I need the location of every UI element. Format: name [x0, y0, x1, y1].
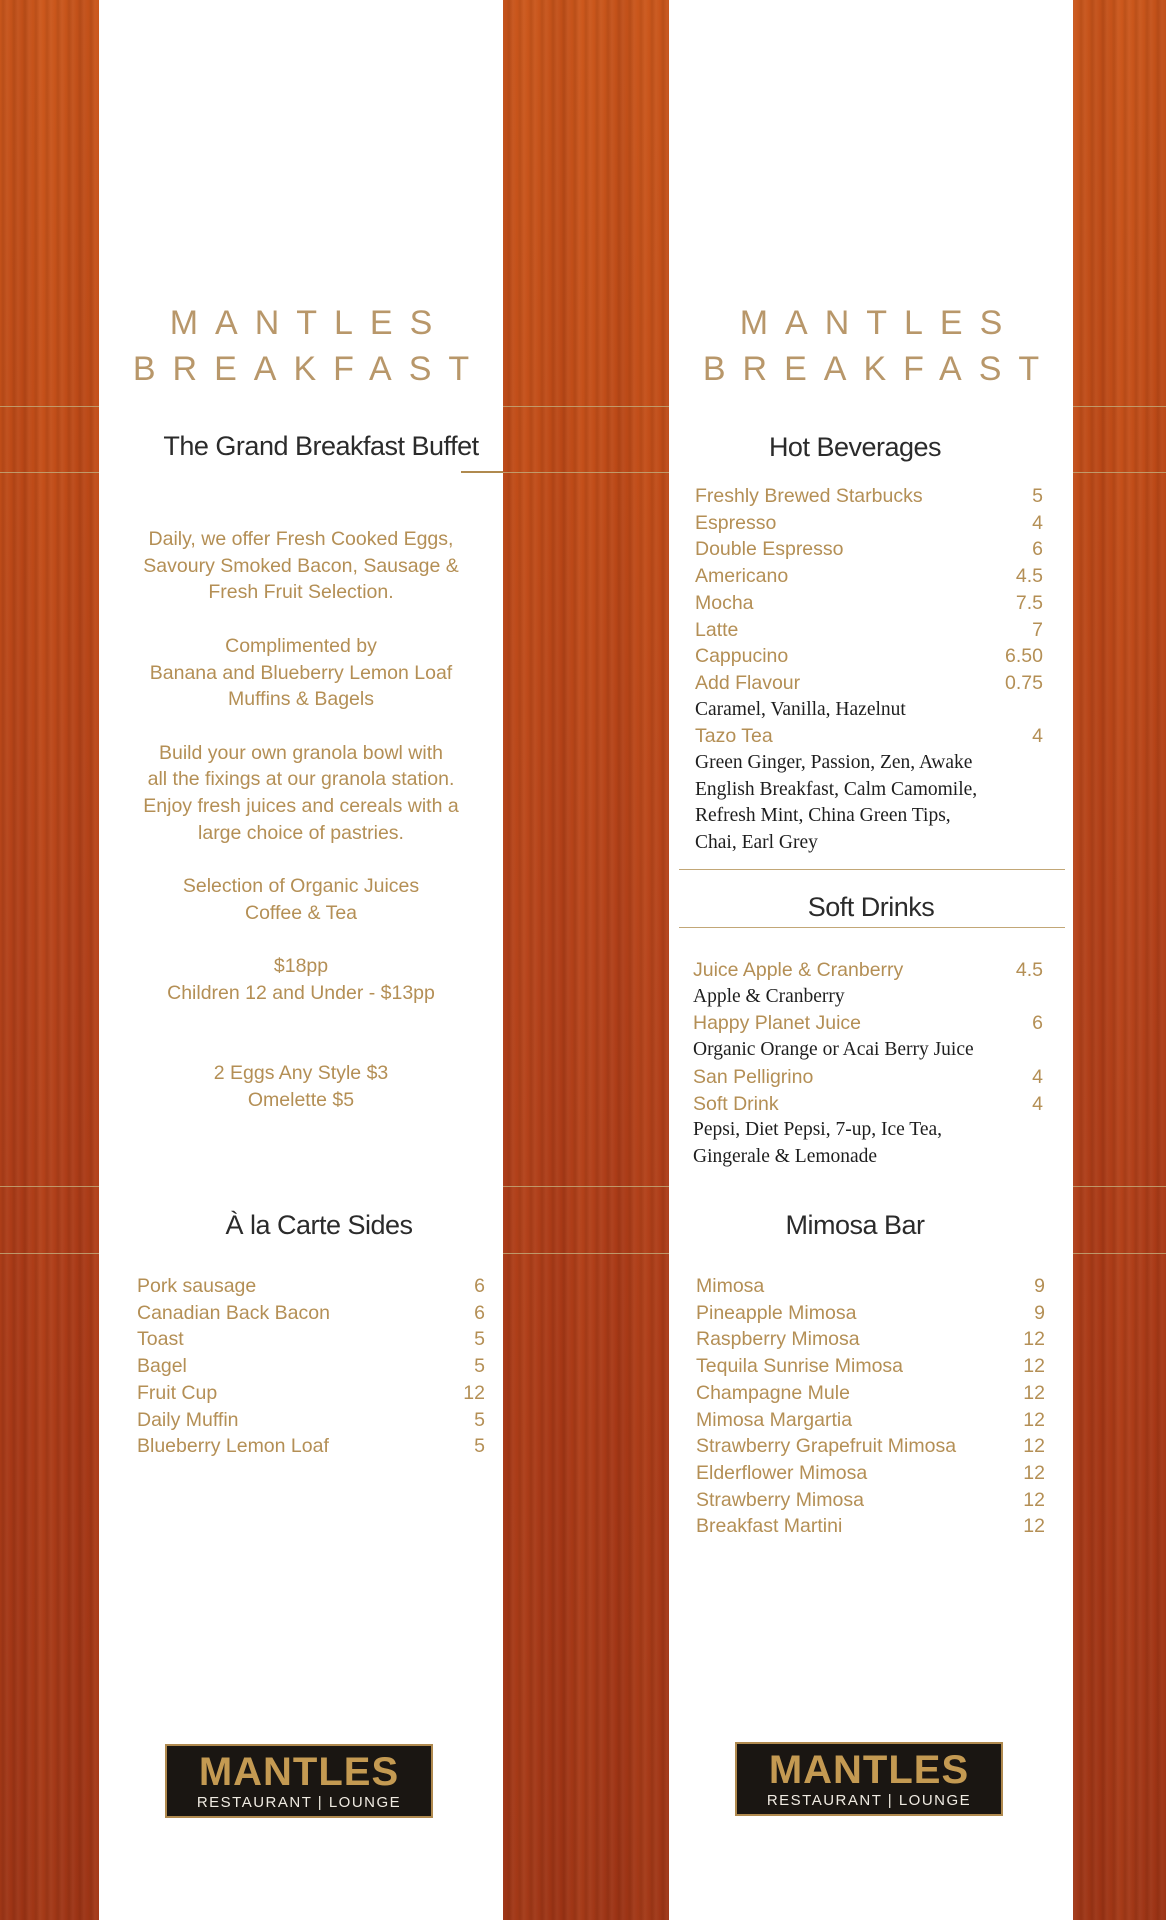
menu-item-description: Apple & Cranberry	[693, 985, 845, 1007]
menu-item	[137, 1300, 485, 1327]
buffet-extra-line: 2 Eggs Any Style $3	[213, 1062, 389, 1084]
menu-item	[696, 1353, 1045, 1380]
menu-item-price: 9	[1034, 1301, 1045, 1324]
brand-heading	[99, 300, 503, 392]
menu-item	[693, 1064, 1043, 1091]
menu-item	[137, 1407, 485, 1434]
menu-item	[696, 1380, 1045, 1407]
buffet-line: large choice of pastries.	[198, 821, 404, 844]
menu-item	[693, 957, 1043, 984]
menu-item	[695, 536, 1043, 563]
buffet-line: Children 12 and Under - $13pp	[167, 981, 435, 1004]
logo-name: MANTLES	[198, 1750, 400, 1794]
menu-item-name: Juice Apple & Cranberry	[693, 959, 904, 981]
menu-item	[137, 1326, 485, 1353]
menu-item-name: Fruit Cup	[137, 1381, 218, 1404]
menu-item-name: Bagel	[137, 1355, 187, 1378]
menu-item-price: 6	[1032, 1012, 1043, 1035]
menu-item-price: 7.5	[1015, 591, 1043, 614]
menu-item-price: 4	[1032, 1092, 1043, 1115]
brand-line-2: BREAKFAST	[702, 350, 1057, 388]
menu-item-price: 4.5	[1015, 959, 1043, 981]
menu-item-name: Canadian Back Bacon	[137, 1301, 330, 1324]
menu-item-name: Strawberry Grapefruit Mimosa	[696, 1435, 957, 1458]
buffet-line: Daily, we offer Fresh Cooked Eggs,	[148, 528, 454, 550]
divider	[679, 927, 1065, 928]
mimosa-bar-title: Mimosa Bar	[785, 1210, 925, 1240]
buffet-line: Coffee & Tea	[244, 901, 358, 924]
menu-item-name: Mimosa	[696, 1275, 765, 1297]
menu-item-name: Champagne Mule	[696, 1381, 850, 1404]
menu-item-price: 5	[474, 1355, 485, 1378]
buffet-extra-line: Omelette $5	[247, 1088, 355, 1111]
menu-item	[696, 1487, 1045, 1514]
menu-item-name: Blueberry Lemon Loaf	[137, 1435, 329, 1458]
buffet-paragraph	[119, 953, 483, 1006]
menu-item-description: Refresh Mint, China Green Tips,	[695, 805, 951, 827]
menu-item-price: 5	[1032, 485, 1043, 507]
menu-item	[137, 1353, 485, 1380]
soft-drinks-title: Soft Drinks	[807, 892, 935, 922]
menu-item-name: Add Flavour	[695, 671, 801, 694]
menu-item	[693, 1010, 1043, 1037]
logo-name: MANTLES	[768, 1748, 970, 1792]
menu-item-price: 12	[1023, 1328, 1045, 1351]
menu-item-description: Organic Orange or Acai Berry Juice	[693, 1039, 974, 1061]
menu-item-name: Mimosa Margartia	[696, 1408, 853, 1431]
menu-item	[696, 1513, 1045, 1540]
menu-item-name: Soft Drink	[693, 1092, 779, 1115]
menu-item-name: Happy Planet Juice	[693, 1012, 862, 1035]
buffet-description	[119, 526, 483, 1033]
buffet-line: Banana and Blueberry Lemon Loaf	[149, 661, 453, 684]
menu-item-price: 12	[1023, 1355, 1045, 1378]
menu-item-name: Strawberry Mimosa	[696, 1488, 864, 1511]
menu-item-name: Latte	[695, 618, 739, 641]
buffet-paragraph	[119, 873, 483, 926]
buffet-line: $18pp	[273, 955, 329, 978]
buffet-line: Muffins & Bagels	[228, 688, 374, 711]
menu-item	[693, 1091, 1043, 1118]
menu-item-name: Double Espresso	[695, 538, 844, 561]
menu-item	[137, 1433, 485, 1460]
divider	[679, 869, 1065, 870]
menu-item-price: 4	[1032, 725, 1043, 748]
menu-item-description: Pepsi, Diet Pepsi, 7-up, Ice Tea,	[693, 1119, 943, 1141]
buffet-line: Enjoy fresh juices and cereals with a	[143, 795, 459, 817]
menu-item	[695, 483, 1043, 510]
buffet-paragraph	[119, 740, 483, 847]
menu-item	[696, 1460, 1045, 1487]
menu-item	[695, 643, 1043, 670]
menu-item-price: 6	[1032, 538, 1043, 561]
buffet-extras	[119, 1060, 483, 1113]
menu-item-price: 4.5	[1015, 565, 1043, 588]
menu-item	[695, 510, 1043, 537]
left-menu-panel	[99, 0, 503, 1920]
menu-item	[696, 1326, 1045, 1353]
menu-item-price: 9	[1034, 1275, 1045, 1297]
menu-item-price: 6	[474, 1301, 485, 1324]
menu-item	[137, 1273, 485, 1300]
menu-item-name: Cappucino	[695, 645, 789, 668]
logo-tagline: RESTAURANT | LOUNGE	[766, 1792, 972, 1809]
menu-item-price: 12	[463, 1381, 485, 1404]
buffet-paragraph	[119, 633, 483, 713]
menu-item	[695, 670, 1043, 697]
menu-item	[696, 1407, 1045, 1434]
buffet-line: Savoury Smoked Bacon, Sausage &	[143, 554, 459, 577]
buffet-line: Selection of Organic Juices	[182, 875, 420, 898]
menu-item-price: 12	[1023, 1461, 1045, 1484]
hot-beverages-title: Hot Beverages	[768, 432, 942, 462]
menu-item-name: Elderflower Mimosa	[696, 1461, 868, 1484]
brand-line-1: MANTLES	[739, 304, 1020, 342]
buffet-paragraph	[119, 526, 483, 606]
menu-item-name: Pineapple Mimosa	[696, 1301, 857, 1324]
buffet-line: all the fixings at our granola station.	[147, 768, 455, 791]
mantles-logo	[735, 1742, 1003, 1816]
menu-item-description: Caramel, Vanilla, Hazelnut	[695, 698, 906, 720]
menu-item-name: Pork sausage	[137, 1275, 257, 1297]
right-menu-panel	[669, 0, 1073, 1920]
sides-title: À la Carte Sides	[225, 1210, 413, 1240]
menu-item-price: 4	[1032, 511, 1043, 534]
menu-item-price: 5	[474, 1328, 485, 1351]
menu-item-name: Daily Muffin	[137, 1408, 239, 1431]
menu-item-price: 12	[1023, 1435, 1045, 1458]
menu-item-name: Tazo Tea	[695, 725, 773, 748]
menu-item-name: Breakfast Martini	[696, 1515, 843, 1538]
menu-item	[695, 617, 1043, 644]
menu-item-name: Americano	[695, 565, 789, 588]
mantles-logo	[165, 1744, 433, 1818]
menu-item-price: 5	[474, 1408, 485, 1431]
menu-item	[696, 1300, 1045, 1327]
menu-item	[695, 563, 1043, 590]
menu-item	[696, 1273, 1045, 1300]
menu-item-name: Toast	[137, 1328, 184, 1351]
soft-drinks-list	[693, 957, 1043, 1171]
menu-item-price: 12	[1023, 1408, 1045, 1431]
hot-beverages-list	[695, 483, 1043, 857]
menu-item-price: 12	[1023, 1515, 1045, 1538]
menu-item	[137, 1380, 485, 1407]
menu-item	[695, 723, 1043, 750]
menu-item	[695, 590, 1043, 617]
menu-item-price: 7	[1032, 618, 1043, 641]
buffet-line: Build your own granola bowl with	[159, 741, 443, 764]
menu-item-name: Tequila Sunrise Mimosa	[696, 1355, 904, 1378]
menu-item-name: San Pelligrino	[693, 1065, 814, 1088]
menu-item-name: Espresso	[695, 511, 777, 534]
buffet-line: Fresh Fruit Selection.	[208, 581, 394, 604]
menu-item-price: 4	[1032, 1065, 1043, 1088]
menu-item-description: Green Ginger, Passion, Zen, Awake	[695, 752, 973, 774]
menu-item-name: Mocha	[695, 591, 754, 614]
brand-line-1: MANTLES	[169, 304, 450, 342]
menu-item-description: English Breakfast, Calm Camomile,	[695, 778, 978, 800]
menu-item	[696, 1433, 1045, 1460]
brand-heading	[669, 300, 1073, 392]
menu-item-price: 12	[1023, 1488, 1045, 1511]
menu-item-name: Raspberry Mimosa	[696, 1328, 860, 1351]
menu-item-price: 6	[474, 1275, 485, 1297]
menu-item-price: 5	[474, 1435, 485, 1458]
buffet-title: The Grand Breakfast Buffet	[163, 431, 479, 461]
menu-item-description: Gingerale & Lemonade	[693, 1145, 878, 1167]
mimosa-list	[696, 1273, 1045, 1540]
menu-item-price: 12	[1023, 1381, 1045, 1404]
logo-tagline: RESTAURANT | LOUNGE	[196, 1794, 402, 1811]
brand-line-2: BREAKFAST	[132, 350, 487, 388]
sides-list	[137, 1273, 485, 1460]
menu-item-price: 0.75	[1005, 671, 1043, 694]
buffet-line: Complimented by	[225, 634, 377, 657]
title-underline	[461, 471, 503, 473]
menu-item-name: Freshly Brewed Starbucks	[695, 485, 923, 507]
menu-item-price: 6.50	[1005, 645, 1043, 668]
menu-item-description: Chai, Earl Grey	[695, 832, 818, 854]
